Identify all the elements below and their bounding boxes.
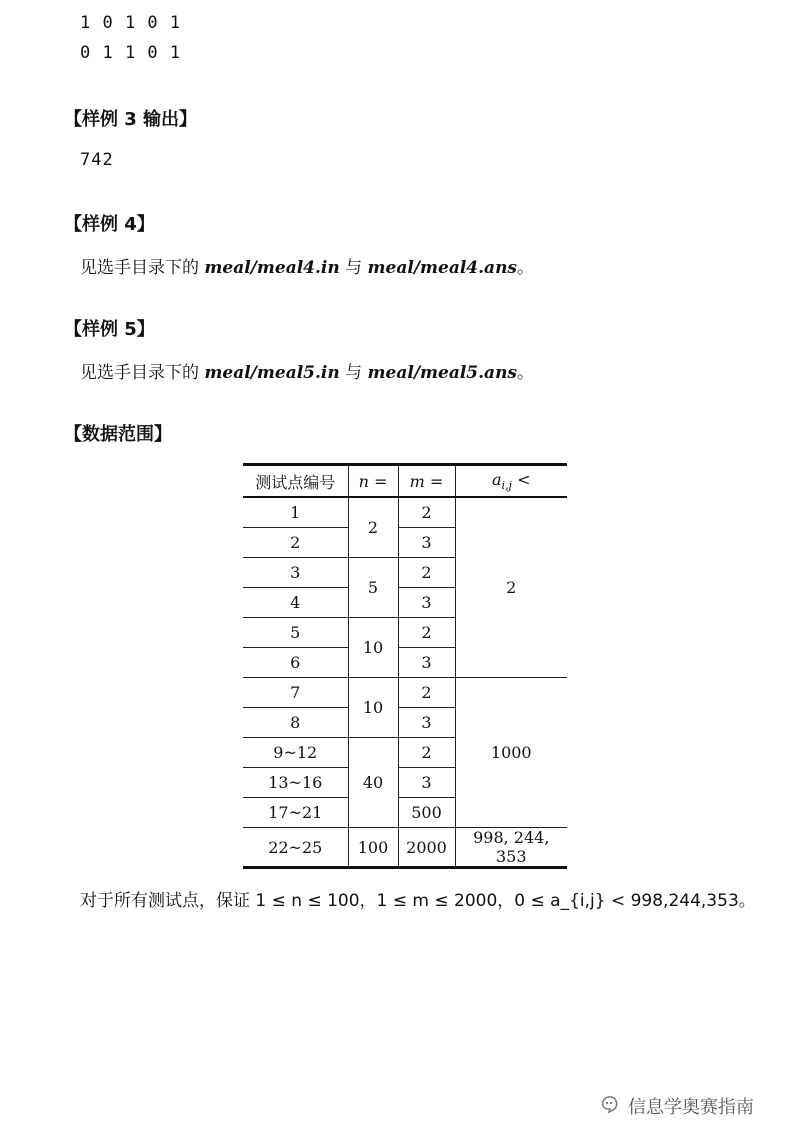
sample5-file-in: meal/meal5.in — [204, 363, 340, 383]
m-cell: 500 — [398, 798, 455, 828]
data-range-heading: 【数据范围】 — [64, 424, 172, 445]
sample-input-line: 1 0 1 0 1 — [80, 13, 182, 33]
test-id-cell: 22~25 — [243, 828, 348, 868]
m-cell: 2 — [398, 618, 455, 648]
sample5-file-ans: meal/meal5.ans — [367, 363, 518, 383]
test-id-cell: 13~16 — [243, 768, 348, 798]
sample3-heading: 【样例 3 输出】 — [64, 109, 198, 130]
sample4-heading: 【样例 4】 — [64, 214, 155, 235]
test-id-cell: 1 — [243, 497, 348, 528]
m-cell: 2000 — [398, 828, 455, 868]
sample3-output: 742 — [80, 150, 114, 170]
a-cell: 998, 244, 353 — [455, 828, 567, 868]
a-cell: 2 — [455, 497, 567, 678]
m-cell: 3 — [398, 648, 455, 678]
header-m: m = — [398, 465, 455, 498]
sample4-text — [80, 253, 534, 278]
constraint-text: 对于所有测试点，保证 1 ≤ n ≤ 100，1 ≤ m ≤ 2000，0 ≤ a_{i,j} < 998,244,353。 — [80, 891, 756, 911]
n-cell: 10 — [348, 618, 398, 678]
test-id-cell: 9~12 — [243, 738, 348, 768]
m-cell: 3 — [398, 528, 455, 558]
sample5-suffix: 。 — [517, 363, 535, 383]
n-cell: 2 — [348, 497, 398, 558]
sample4-suffix: 。 — [517, 258, 535, 278]
test-id-cell: 5 — [243, 618, 348, 648]
header-a: $a_{i,j}$ < — [455, 465, 567, 498]
m-cell: 3 — [398, 708, 455, 738]
sample5-heading: 【样例 5】 — [64, 319, 155, 340]
m-cell: 3 — [398, 768, 455, 798]
m-cell: 2 — [398, 738, 455, 768]
m-cell: 3 — [398, 588, 455, 618]
sample5-text — [80, 358, 534, 383]
test-id-cell: 4 — [243, 588, 348, 618]
sample-input-line: 0 1 1 0 1 — [80, 43, 182, 63]
n-cell: 10 — [348, 678, 398, 738]
data-range-table — [243, 463, 567, 869]
sample5-prefix: 见选手目录下的 — [80, 363, 205, 383]
sample4-mid: 与 — [339, 258, 368, 278]
test-id-cell: 2 — [243, 528, 348, 558]
wechat-icon — [600, 1094, 622, 1119]
m-cell: 2 — [398, 678, 455, 708]
m-cell: 2 — [398, 558, 455, 588]
watermark — [600, 1093, 754, 1119]
sample4-file-in: meal/meal4.in — [204, 258, 340, 278]
n-cell: 5 — [348, 558, 398, 618]
test-id-cell: 3 — [243, 558, 348, 588]
header-test-id: 测试点编号 — [243, 465, 348, 498]
sample4-prefix: 见选手目录下的 — [80, 258, 205, 278]
watermark-text: 信息学奥赛指南 — [628, 1097, 754, 1118]
header-n: n = — [348, 465, 398, 498]
sample4-file-ans: meal/meal4.ans — [367, 258, 518, 278]
n-cell: 100 — [348, 828, 398, 868]
sample5-mid: 与 — [339, 363, 368, 383]
n-cell: 40 — [348, 738, 398, 828]
test-id-cell: 17~21 — [243, 798, 348, 828]
test-id-cell: 6 — [243, 648, 348, 678]
test-id-cell: 7 — [243, 678, 348, 708]
a-cell: 1000 — [455, 678, 567, 828]
test-id-cell: 8 — [243, 708, 348, 738]
m-cell: 2 — [398, 497, 455, 528]
